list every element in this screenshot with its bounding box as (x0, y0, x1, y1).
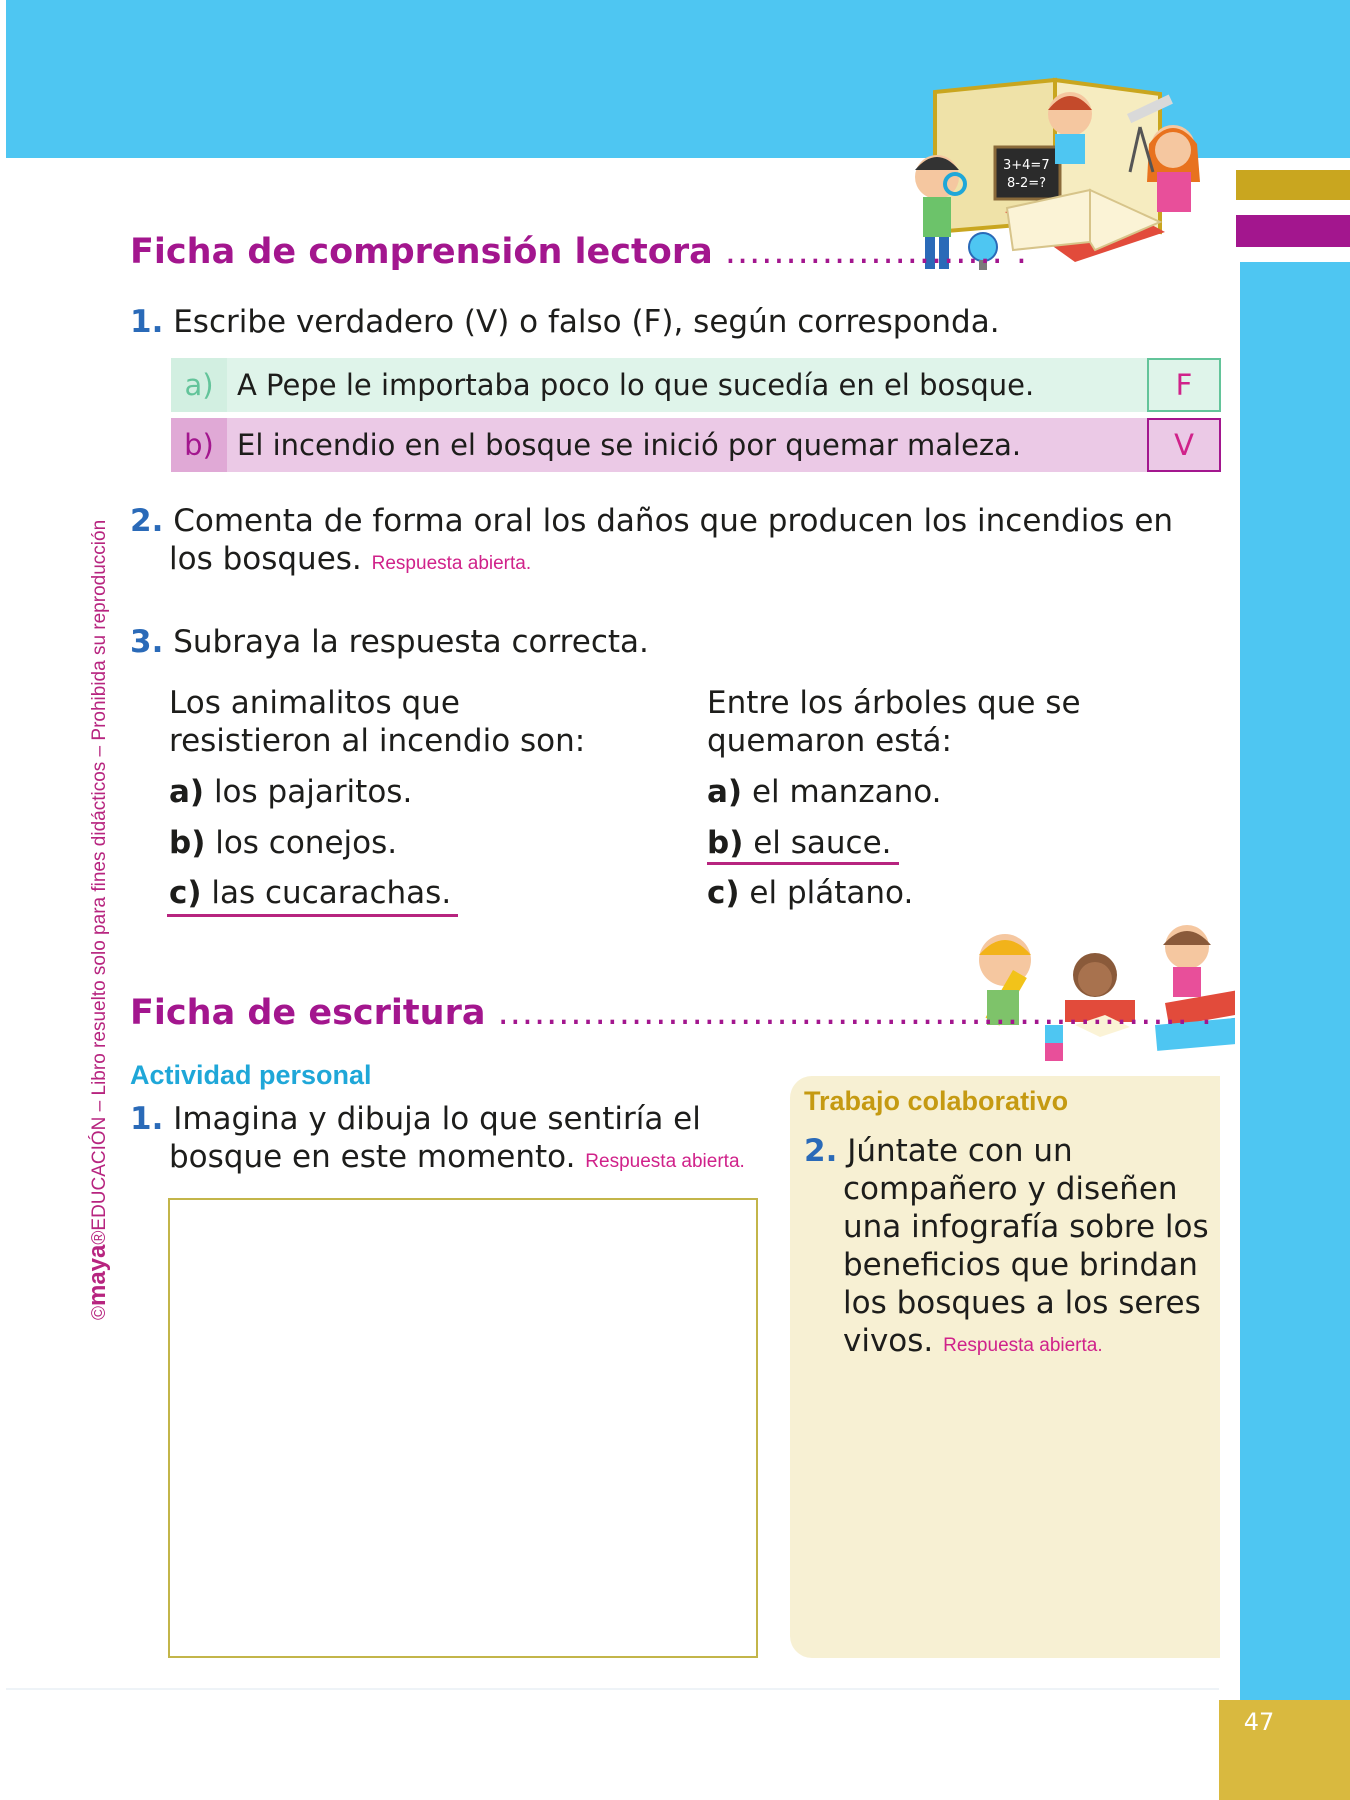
question-text: vivos. (843, 1323, 934, 1359)
question-text: de forma oral los daños que producen los incendios en (313, 503, 1174, 539)
answer-note: Respuesta abierta. (943, 1335, 1103, 1356)
drawing-area[interactable] (168, 1198, 758, 1658)
row-label: a) (171, 358, 227, 412)
question-verb: dibuja (336, 1101, 432, 1137)
question-text-line2: los bosques. (169, 541, 362, 577)
option-left-c[interactable] (169, 874, 451, 912)
question-1 (130, 303, 1000, 341)
section-title-dots: ......................................................... . (497, 993, 1214, 1033)
copyright-text: ®EDUCACIÓN – Libro resuelto solo para fines didácticos – Prohibida su reproducción (89, 519, 110, 1245)
collaborative-heading: Trabajo colaborativo (804, 1086, 1069, 1116)
question-number: 3. (130, 624, 164, 660)
question-text: con un (958, 1133, 1073, 1169)
girl-sitting-icon (1163, 925, 1211, 997)
chalkboard-icon (995, 147, 1060, 199)
answer-box[interactable]: V (1147, 418, 1221, 472)
writing-question-2 (804, 1132, 1209, 1365)
option-right-b[interactable] (707, 824, 892, 862)
question-verb: Subraya (173, 624, 302, 660)
section-title-comprension (130, 232, 1028, 272)
answer-note: Respuesta abierta. (585, 1151, 745, 1172)
section-title-escritura (130, 993, 1213, 1033)
question-number: 1. (130, 304, 164, 340)
option-text: el plátano. (739, 875, 914, 911)
question-text: beneficios que brindan (843, 1247, 1198, 1283)
option-text: el manzano. (742, 774, 942, 810)
row-statement: El incendio en el bosque se inició por quemar maleza. (237, 428, 1022, 462)
right-prompt (707, 684, 1081, 760)
svg-text:8-2=?: 8-2=? (1007, 176, 1047, 191)
copyright-symbol: © (89, 1306, 110, 1320)
question-text: la respuesta correcta. (301, 624, 649, 660)
option-label: a) (169, 774, 205, 810)
option-label: a) (707, 774, 743, 810)
page-number: 47 (1243, 1708, 1275, 1736)
option-label: b) (169, 825, 206, 861)
writing-question-1 (130, 1100, 745, 1181)
decor-stripe-gold (1236, 170, 1350, 200)
copyright-notice (84, 520, 112, 1320)
answer-box[interactable]: F (1147, 358, 1221, 412)
section-title-text: Ficha de escritura (130, 993, 486, 1033)
question-text: los bosques a los seres (843, 1285, 1201, 1321)
question-2 (130, 502, 1173, 583)
option-text: el sauce. (743, 825, 892, 861)
footer-divider (6, 1688, 1219, 1690)
prompt-line: quemaron está: (707, 723, 952, 759)
answer-note: Respuesta abierta. (371, 553, 532, 574)
question-text: una infografía sobre los (843, 1209, 1209, 1245)
question-number: 2. (804, 1133, 838, 1169)
kids-books-illustration (965, 915, 1235, 1065)
question-text-line2: bosque en este momento. (169, 1139, 576, 1175)
option-text: los pajaritos. (204, 774, 413, 810)
option-text: los conejos. (205, 825, 398, 861)
prompt-line: resistieron al incendio son: (169, 723, 586, 759)
question-text: compañero y (843, 1171, 1056, 1207)
left-prompt (169, 684, 585, 760)
true-false-row (171, 418, 1221, 472)
question-text: verdadero (V) o falso (F), según corresponda. (286, 304, 1000, 340)
option-right-a[interactable] (707, 773, 942, 811)
row-label: b) (171, 418, 227, 472)
svg-text:3+4=7: 3+4=7 (1003, 158, 1050, 173)
question-verb: Comenta (173, 503, 314, 539)
option-left-a[interactable] (169, 773, 412, 811)
option-label: c) (707, 875, 740, 911)
question-number: 1. (130, 1101, 164, 1137)
prompt-line: Entre los árboles que se (707, 685, 1081, 721)
question-verb: diseñen (1055, 1171, 1178, 1207)
option-label: b) (707, 825, 744, 861)
question-verb: Escribe (173, 304, 287, 340)
question-verb: Júntate (847, 1133, 959, 1169)
brand-name: maya (84, 1244, 111, 1306)
answer-underline (167, 914, 458, 917)
answer-underline (707, 862, 899, 865)
right-margin-band (1240, 262, 1350, 1700)
section-title-dots: ....................... . (724, 232, 1029, 272)
option-right-c[interactable] (707, 874, 913, 912)
option-text: las cucarachas. (201, 875, 452, 911)
question-verb: Imagina (173, 1101, 299, 1137)
personal-activity-heading: Actividad personal (130, 1060, 372, 1090)
prompt-line: Los animalitos que (169, 685, 460, 721)
true-false-row (171, 358, 1221, 412)
question-text: y (298, 1101, 337, 1137)
row-statement: A Pepe le importaba poco lo que sucedía en el bosque. (237, 368, 1035, 402)
question-3 (130, 623, 649, 661)
option-left-b[interactable] (169, 824, 397, 862)
section-title-text: Ficha de comprensión lectora (130, 232, 713, 272)
question-number: 2. (130, 503, 164, 539)
question-text: lo que sentiría el (431, 1101, 701, 1137)
option-label: c) (169, 875, 202, 911)
top-banner-edge (0, 0, 6, 158)
decor-stripe-magenta (1236, 215, 1350, 247)
